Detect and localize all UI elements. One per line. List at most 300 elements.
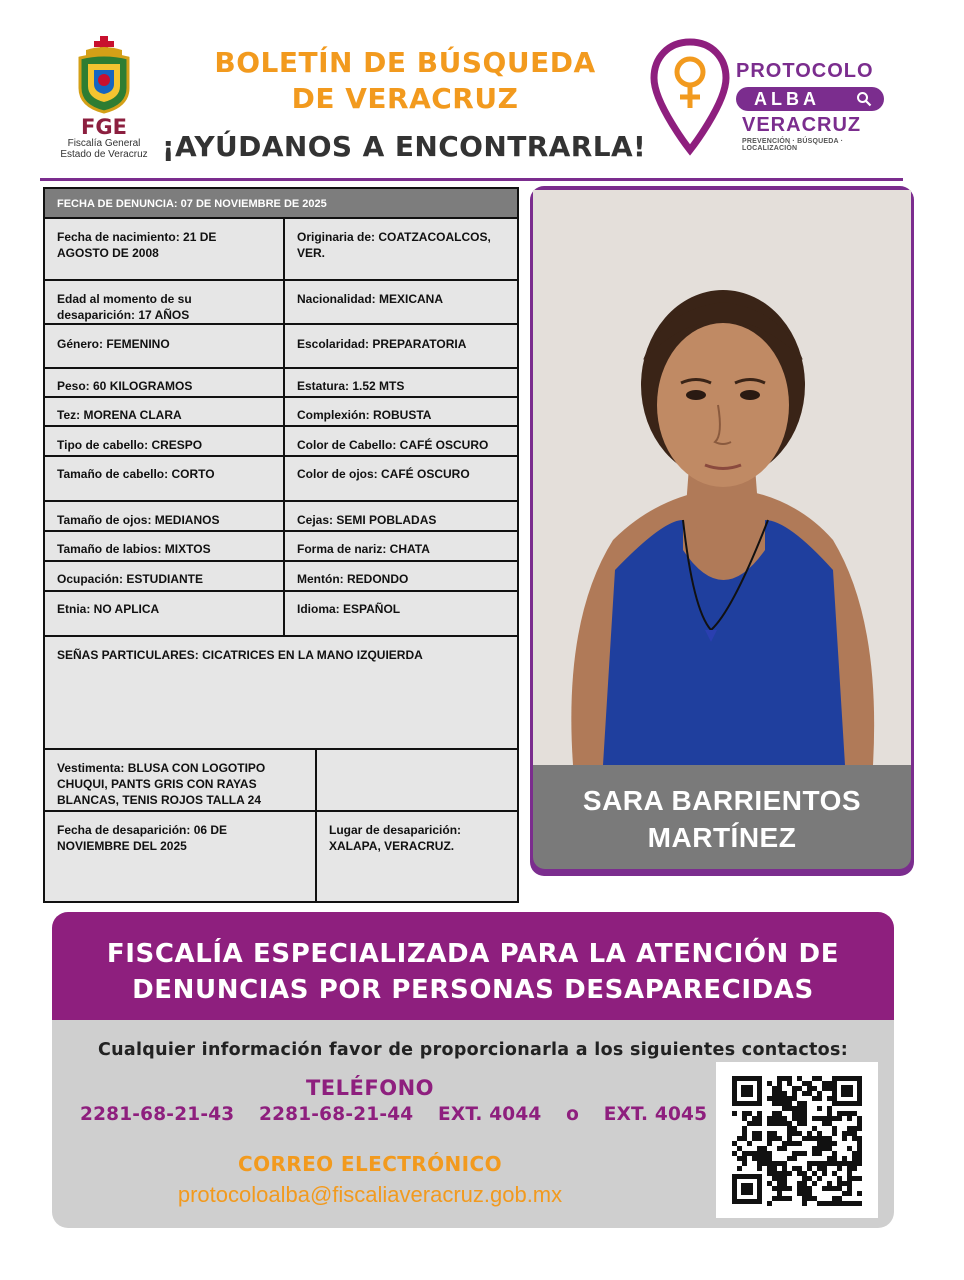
qr-module xyxy=(817,1136,822,1141)
contact-panel xyxy=(52,1020,894,1228)
qr-module xyxy=(787,1136,792,1141)
qr-module xyxy=(782,1091,787,1096)
qr-module xyxy=(767,1081,772,1086)
qr-module xyxy=(772,1086,777,1091)
qr-module xyxy=(752,1131,757,1136)
qr-module xyxy=(752,1156,757,1161)
qr-module xyxy=(777,1146,782,1151)
qr-module xyxy=(827,1111,832,1116)
qr-module xyxy=(812,1161,817,1166)
qr-module xyxy=(757,1146,762,1151)
qr-module xyxy=(782,1076,787,1081)
qr-module xyxy=(767,1171,772,1176)
birth-date: Fecha de nacimiento: 21 DE AGOSTO DE 2008 xyxy=(57,230,217,260)
qr-module xyxy=(767,1116,772,1121)
qr-module xyxy=(772,1101,777,1106)
qr-module xyxy=(757,1116,762,1121)
qr-module xyxy=(757,1111,762,1116)
qr-module xyxy=(817,1116,822,1121)
qr-module xyxy=(752,1121,757,1126)
qr-module xyxy=(807,1186,812,1191)
qr-module xyxy=(752,1136,757,1141)
qr-module xyxy=(817,1151,822,1156)
qr-module xyxy=(767,1131,772,1136)
qr-module xyxy=(847,1166,852,1171)
qr-module xyxy=(842,1111,847,1116)
qr-module xyxy=(782,1196,787,1201)
chin: Mentón: REDONDO xyxy=(297,572,409,586)
qr-module xyxy=(822,1081,827,1086)
extension-2: EXT. 4045 xyxy=(603,1104,708,1125)
row-divider xyxy=(45,635,517,637)
qr-module xyxy=(847,1176,852,1181)
qr-module xyxy=(787,1081,792,1086)
qr-module xyxy=(842,1156,847,1161)
qr-module xyxy=(787,1156,792,1161)
hair-length: Tamaño de cabello: CORTO xyxy=(57,467,215,481)
qr-module xyxy=(832,1131,837,1136)
qr-module xyxy=(857,1161,862,1166)
qr-module xyxy=(832,1161,837,1166)
qr-module xyxy=(782,1176,787,1181)
qr-module xyxy=(847,1131,852,1136)
qr-module xyxy=(777,1096,782,1101)
qr-module xyxy=(777,1076,782,1081)
qr-module xyxy=(772,1166,777,1171)
qr-module xyxy=(802,1106,807,1111)
qr-module xyxy=(802,1181,807,1186)
qr-module xyxy=(792,1141,797,1146)
qr-module xyxy=(767,1201,772,1206)
qr-module xyxy=(837,1166,842,1171)
bulletin-title-line2: DE VERACRUZ xyxy=(291,82,519,115)
qr-module xyxy=(797,1121,802,1126)
qr-module xyxy=(802,1116,807,1121)
qr-module xyxy=(802,1201,807,1206)
qr-module xyxy=(762,1151,767,1156)
qr-module xyxy=(842,1191,847,1196)
qr-module xyxy=(802,1121,807,1126)
qr-module xyxy=(802,1091,807,1096)
qr-module xyxy=(747,1151,752,1156)
qr-module xyxy=(827,1136,832,1141)
qr-module xyxy=(792,1091,797,1096)
qr-module xyxy=(772,1136,777,1141)
qr-module xyxy=(857,1141,862,1146)
qr-module xyxy=(757,1166,762,1171)
qr-module xyxy=(787,1076,792,1081)
qr-module xyxy=(767,1156,772,1161)
missing-person-name xyxy=(533,765,911,869)
qr-module xyxy=(827,1161,832,1166)
qr-module xyxy=(837,1111,842,1116)
agency-line1: FISCALÍA ESPECIALIZADA PARA LA ATENCIÓN DE xyxy=(106,939,840,969)
qr-module xyxy=(857,1116,862,1121)
protocolo-word: PROTOCOLO xyxy=(736,60,874,82)
qr-module xyxy=(827,1106,832,1111)
qr-module xyxy=(742,1116,747,1121)
qr-module xyxy=(802,1111,807,1116)
qr-module xyxy=(812,1086,817,1091)
qr-module xyxy=(777,1161,782,1166)
eye-color: Color de ojos: CAFÉ OSCURO xyxy=(297,467,470,481)
qr-module xyxy=(762,1156,767,1161)
qr-module xyxy=(782,1171,787,1176)
qr-module xyxy=(747,1141,752,1146)
qr-module xyxy=(787,1106,792,1111)
qr-module xyxy=(747,1121,752,1126)
qr-module xyxy=(772,1121,777,1126)
lips: Tamaño de labios: MIXTOS xyxy=(57,542,211,556)
qr-module xyxy=(812,1146,817,1151)
qr-module xyxy=(797,1131,802,1136)
qr-module xyxy=(757,1156,762,1161)
qr-module xyxy=(797,1076,802,1081)
eyebrows: Cejas: SEMI POBLADAS xyxy=(297,513,437,527)
protocol-tagline: PREVENCIÓN · BÚSQUEDA · LOCALIZACIÓN xyxy=(742,138,844,152)
qr-module xyxy=(847,1181,852,1186)
phone-2[interactable]: 2281-68-21-44 xyxy=(259,1104,414,1125)
qr-module xyxy=(777,1186,782,1191)
qr-module xyxy=(817,1141,822,1146)
qr-module xyxy=(782,1096,787,1101)
qr-module xyxy=(767,1151,772,1156)
qr-module xyxy=(817,1091,822,1096)
qr-module xyxy=(807,1131,812,1136)
qr-module xyxy=(782,1121,787,1126)
qr-module xyxy=(742,1136,747,1141)
qr-module xyxy=(737,1136,742,1141)
qr-module xyxy=(827,1121,832,1126)
qr-module xyxy=(812,1181,817,1186)
qr-module xyxy=(732,1151,737,1156)
email-label: CORREO ELECTRÓNICO xyxy=(238,1152,502,1176)
qr-module xyxy=(802,1191,807,1196)
qr-module xyxy=(787,1171,792,1176)
qr-module xyxy=(807,1191,812,1196)
height: Estatura: 1.52 MTS xyxy=(297,379,405,393)
nose: Forma de nariz: CHATA xyxy=(297,542,430,556)
qr-module xyxy=(817,1146,822,1151)
qr-module xyxy=(782,1146,787,1151)
qr-module xyxy=(832,1126,837,1131)
qr-module xyxy=(737,1166,742,1171)
qr-module xyxy=(812,1136,817,1141)
qr-module xyxy=(827,1081,832,1086)
qr-code[interactable] xyxy=(716,1062,878,1218)
qr-module xyxy=(772,1091,777,1096)
qr-module xyxy=(847,1186,852,1191)
missing-date: Fecha de desaparición: 06 DE NOVIEMBRE DEL 2025 xyxy=(57,823,228,853)
phone-numbers xyxy=(80,1104,708,1125)
qr-module xyxy=(772,1186,777,1191)
qr-module xyxy=(752,1151,757,1156)
qr-module xyxy=(812,1076,817,1081)
qr-module xyxy=(772,1196,777,1201)
qr-module xyxy=(832,1116,837,1121)
qr-module xyxy=(757,1151,762,1156)
qr-module xyxy=(822,1201,827,1206)
qr-module xyxy=(827,1181,832,1186)
qr-module xyxy=(837,1196,842,1201)
qr-module xyxy=(737,1156,742,1161)
qr-module xyxy=(787,1141,792,1146)
qr-module xyxy=(797,1116,802,1121)
qr-module xyxy=(742,1161,747,1166)
qr-module xyxy=(797,1141,802,1146)
email-address[interactable]: protocoloalba@fiscaliaveracruz.gob.mx xyxy=(177,1182,563,1207)
qr-module xyxy=(797,1186,802,1191)
hair-color: Color de Cabello: CAFÉ OSCURO xyxy=(297,438,489,452)
distinctive-marks: SEÑAS PARTICULARES: CICATRICES EN LA MANO IZQUIERDA xyxy=(57,648,423,662)
qr-module xyxy=(797,1106,802,1111)
row-divider xyxy=(45,279,517,281)
name-line1: SARA BARRIENTOS xyxy=(582,785,862,816)
agency-line2: DENUNCIAS POR PERSONAS DESAPARECIDAS xyxy=(132,975,814,1005)
qr-module xyxy=(852,1176,857,1181)
qr-module xyxy=(822,1121,827,1126)
missing-place: Lugar de desaparición: XALAPA, VERACRUZ. xyxy=(329,823,462,853)
qr-module xyxy=(807,1176,812,1181)
qr-module xyxy=(842,1201,847,1206)
qr-module xyxy=(832,1171,837,1176)
qr-module xyxy=(787,1101,792,1106)
qr-module xyxy=(812,1126,817,1131)
protocolo-alba-logo xyxy=(650,38,900,158)
qr-module xyxy=(832,1156,837,1161)
qr-module xyxy=(807,1196,812,1201)
schooling: Escolaridad: PREPARATORIA xyxy=(297,337,467,351)
help-us-headline: ¡AYÚDANOS A ENCONTRARLA! xyxy=(161,130,647,163)
qr-module xyxy=(782,1101,787,1106)
qr-module xyxy=(857,1156,862,1161)
qr-module xyxy=(852,1201,857,1206)
qr-module xyxy=(792,1096,797,1101)
qr-module xyxy=(777,1081,782,1086)
qr-module xyxy=(762,1146,767,1151)
alba-pill xyxy=(736,87,884,111)
ethnicity: Etnia: NO APLICA xyxy=(57,602,160,616)
qr-module xyxy=(812,1096,817,1101)
qr-module xyxy=(817,1106,822,1111)
qr-module xyxy=(827,1186,832,1191)
veracruz-word: VERACRUZ xyxy=(742,114,862,136)
qr-module xyxy=(792,1106,797,1111)
qr-module xyxy=(812,1151,817,1156)
qr-module xyxy=(792,1111,797,1116)
qr-module xyxy=(842,1161,847,1166)
qr-module xyxy=(777,1181,782,1186)
row-divider xyxy=(45,500,517,502)
qr-module xyxy=(777,1121,782,1126)
qr-module xyxy=(837,1116,842,1121)
age: Edad al momento de su desaparición: 17 AÑOS xyxy=(57,292,192,322)
qr-module xyxy=(792,1151,797,1156)
qr-module xyxy=(777,1116,782,1121)
qr-module xyxy=(787,1186,792,1191)
name-line2: MARTÍNEZ xyxy=(647,822,797,853)
qr-module xyxy=(782,1106,787,1111)
qr-module xyxy=(812,1116,817,1121)
qr-module xyxy=(767,1096,772,1101)
qr-module xyxy=(852,1131,857,1136)
qr-module xyxy=(857,1201,862,1206)
qr-module xyxy=(787,1196,792,1201)
language: Idioma: ESPAÑOL xyxy=(297,602,401,616)
qr-module xyxy=(842,1131,847,1136)
qr-module xyxy=(787,1126,792,1131)
qr-module xyxy=(777,1176,782,1181)
qr-module xyxy=(847,1161,852,1166)
qr-module xyxy=(837,1161,842,1166)
qr-module xyxy=(767,1161,772,1166)
qr-module xyxy=(757,1161,762,1166)
qr-module xyxy=(777,1196,782,1201)
qr-module xyxy=(767,1166,772,1171)
qr-module xyxy=(857,1146,862,1151)
qr-module xyxy=(792,1131,797,1136)
qr-module xyxy=(792,1166,797,1171)
row-divider xyxy=(45,367,517,369)
qr-module xyxy=(772,1161,777,1166)
female-location-pin-icon xyxy=(650,38,730,156)
qr-module xyxy=(757,1136,762,1141)
qr-module xyxy=(812,1196,817,1201)
clothing: Vestimenta: BLUSA CON LOGOTIPO CHUQUI, PANTS GRIS CON RAYAS BLANCAS, TENIS ROJOS TALLA 24 xyxy=(57,761,266,807)
qr-module xyxy=(842,1181,847,1186)
qr-module xyxy=(742,1131,747,1136)
qr-module xyxy=(807,1086,812,1091)
build: Complexión: ROBUSTA xyxy=(297,408,432,422)
qr-module xyxy=(792,1116,797,1121)
qr-code-icon xyxy=(716,1062,878,1218)
qr-module xyxy=(807,1136,812,1141)
qr-module xyxy=(807,1161,812,1166)
qr-module xyxy=(762,1161,767,1166)
qr-module xyxy=(797,1191,802,1196)
qr-module xyxy=(837,1186,842,1191)
qr-module xyxy=(822,1116,827,1121)
qr-module xyxy=(742,1126,747,1131)
origin: Originaria de: COATZACOALCOS, VER. xyxy=(297,230,491,260)
qr-module xyxy=(797,1171,802,1176)
qr-module xyxy=(847,1201,852,1206)
qr-module xyxy=(777,1101,782,1106)
qr-module xyxy=(817,1076,822,1081)
qr-module xyxy=(847,1111,852,1116)
portrait-illustration xyxy=(533,190,911,765)
qr-module xyxy=(822,1146,827,1151)
qr-module xyxy=(807,1091,812,1096)
qr-module xyxy=(822,1171,827,1176)
qr-module xyxy=(847,1146,852,1151)
qr-module xyxy=(802,1176,807,1181)
qr-module xyxy=(757,1121,762,1126)
qr-module xyxy=(772,1131,777,1136)
qr-module xyxy=(832,1141,837,1146)
qr-module xyxy=(822,1136,827,1141)
bulletin-title-line1: BOLETÍN DE BÚSQUEDA xyxy=(214,46,596,79)
qr-module xyxy=(852,1166,857,1171)
hair-type: Tipo de cabello: CRESPO xyxy=(57,438,203,452)
phone-1[interactable]: 2281-68-21-43 xyxy=(80,1104,235,1125)
qr-module xyxy=(837,1201,842,1206)
qr-module xyxy=(827,1141,832,1146)
missing-person-photo xyxy=(533,190,911,765)
qr-module xyxy=(817,1166,822,1171)
qr-module xyxy=(847,1126,852,1131)
qr-module xyxy=(802,1151,807,1156)
phone-label: TELÉFONO xyxy=(305,1076,435,1100)
qr-module xyxy=(767,1141,772,1146)
qr-module xyxy=(822,1141,827,1146)
qr-module xyxy=(852,1151,857,1156)
qr-module xyxy=(782,1181,787,1186)
qr-module xyxy=(822,1186,827,1191)
qr-module xyxy=(852,1136,857,1141)
qr-module xyxy=(857,1151,862,1156)
qr-module xyxy=(772,1116,777,1121)
fge-acronym: FGE xyxy=(81,115,127,139)
fge-line2: Estado de Veracruz xyxy=(60,149,148,160)
qr-module xyxy=(767,1136,772,1141)
qr-module xyxy=(852,1111,857,1116)
qr-module xyxy=(832,1196,837,1201)
qr-module xyxy=(742,1151,747,1156)
qr-module xyxy=(757,1131,762,1136)
extension-1: EXT. 4044 xyxy=(438,1104,542,1125)
qr-module xyxy=(817,1161,822,1166)
qr-module xyxy=(782,1161,787,1166)
qr-module xyxy=(797,1111,802,1116)
qr-module xyxy=(822,1166,827,1171)
qr-module xyxy=(737,1146,742,1151)
veracruz-coat-of-arms-icon xyxy=(72,36,136,114)
qr-module xyxy=(857,1191,862,1196)
qr-module xyxy=(742,1156,747,1161)
qr-module xyxy=(782,1116,787,1121)
qr-module xyxy=(767,1181,772,1186)
qr-module xyxy=(732,1141,737,1146)
qr-module xyxy=(772,1096,777,1101)
qr-module xyxy=(792,1156,797,1161)
gender: Género: FEMENINO xyxy=(57,337,170,351)
skin-tone: Tez: MORENA CLARA xyxy=(57,408,182,422)
qr-module xyxy=(777,1086,782,1091)
qr-module xyxy=(802,1186,807,1191)
qr-module xyxy=(827,1096,832,1101)
row-divider xyxy=(45,748,517,750)
qr-module xyxy=(787,1131,792,1136)
eye-size: Tamaño de ojos: MEDIANOS xyxy=(57,513,220,527)
qr-module xyxy=(807,1166,812,1171)
qr-module xyxy=(857,1176,862,1181)
qr-module xyxy=(852,1156,857,1161)
agency-banner xyxy=(52,912,894,1020)
qr-module xyxy=(852,1126,857,1131)
report-date: FECHA DE DENUNCIA: 07 DE NOVIEMBRE DE 2025 xyxy=(45,189,517,219)
qr-module xyxy=(797,1181,802,1186)
qr-module xyxy=(742,1111,747,1116)
qr-module xyxy=(847,1171,852,1176)
header-divider xyxy=(40,178,903,181)
fge-line1: Fiscalía General xyxy=(67,138,141,149)
qr-module xyxy=(787,1121,792,1126)
qr-module xyxy=(827,1116,832,1121)
alba-word: ALBA xyxy=(754,89,820,109)
qr-module xyxy=(822,1161,827,1166)
qr-module xyxy=(802,1196,807,1201)
